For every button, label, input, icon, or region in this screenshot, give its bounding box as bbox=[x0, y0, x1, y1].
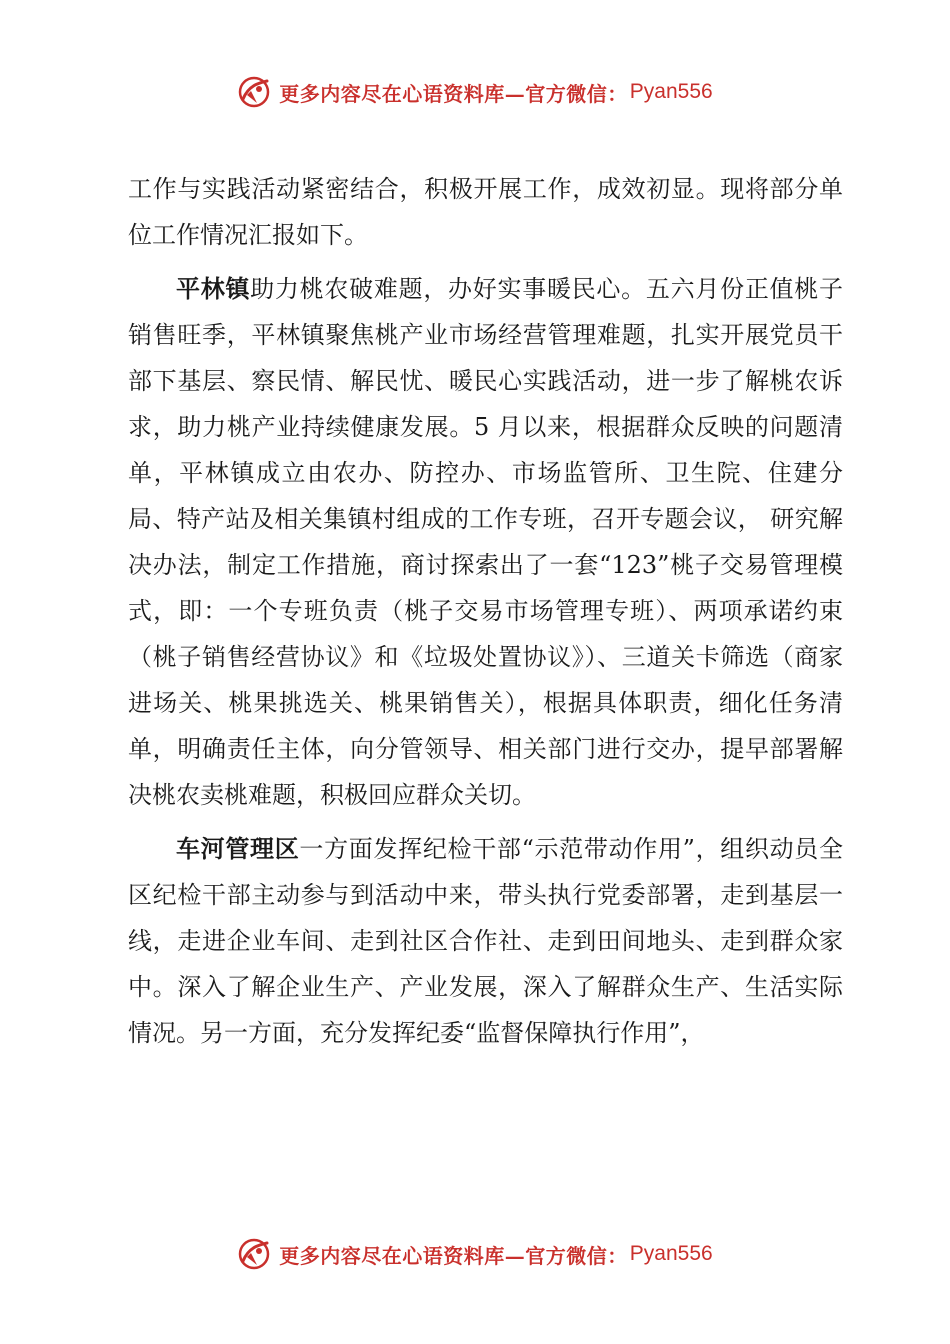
banner-text: 更多内容尽在心语资料库—官方微信： bbox=[279, 1243, 628, 1268]
paragraph-lead-chehe: 车河管理区 bbox=[176, 835, 300, 863]
banner-wechat-id: Pyan556 bbox=[629, 1242, 713, 1265]
paragraph-intro bbox=[128, 166, 843, 258]
paragraph-chehe bbox=[128, 826, 843, 1056]
brand-logo-icon bbox=[237, 1237, 271, 1271]
footer-banner bbox=[0, 1232, 950, 1276]
brand-logo-icon bbox=[237, 75, 271, 109]
paragraph-text: 工作与实践活动紧密结合，积极开展工作，成效初显。现将部分单位工作情况汇报如下。 bbox=[128, 175, 843, 249]
header-banner bbox=[0, 70, 950, 114]
document-body bbox=[128, 166, 843, 1056]
paragraph-text: 一方面发挥纪检干部“示范带动作用”，组织动员全区纪检干部主动参与到活动中来，带头执行党委部署，走到基层一线，走进企业车间、走到社区合作社、走到田间地头、走到群众家中。深入了解企业生产、产业发展，深入了解群众生产、生活实际情况。另一方面，充分发挥纪委“监督保障执行作用”， bbox=[128, 835, 843, 1047]
paragraph-lead-pinglin: 平林镇 bbox=[176, 275, 251, 303]
banner-text: 更多内容尽在心语资料库—官方微信： bbox=[279, 81, 628, 106]
paragraph-pinglin bbox=[128, 266, 843, 818]
paragraph-text: 助力桃农破难题，办好实事暖民心。五六月份正值桃子销售旺季，平林镇聚焦桃产业市场经营管理难题，扎实开展党员干部下基层、察民情、解民忧、暖民心实践活动，进一步了解桃农诉求，助力桃产业持续健康发展。5 月以来，根据群众反映的问题清单，平林镇成立由农办、防控办、市场监管所、卫生院、住建分局、特产站及相关集镇村组成的工作专班，召开专题会议， 研究解决办法，制定工作措施，商讨探索出了一套“123”桃子交易管理模式，即：一个专班负责（桃子交易市场管理专班）、两项承诺约束（桃子销售经营协议》和《垃圾处置协议》）、三道关卡筛选（商家进场关、桃果挑选关、桃果销售关），根据具体职责，细化任务清单，明确责任主体，向分管领导、相关部门进行交办，提早部署解决桃农卖桃难题，积极回应群众关切。 bbox=[128, 275, 844, 809]
banner-wechat-id: Pyan556 bbox=[629, 80, 713, 103]
